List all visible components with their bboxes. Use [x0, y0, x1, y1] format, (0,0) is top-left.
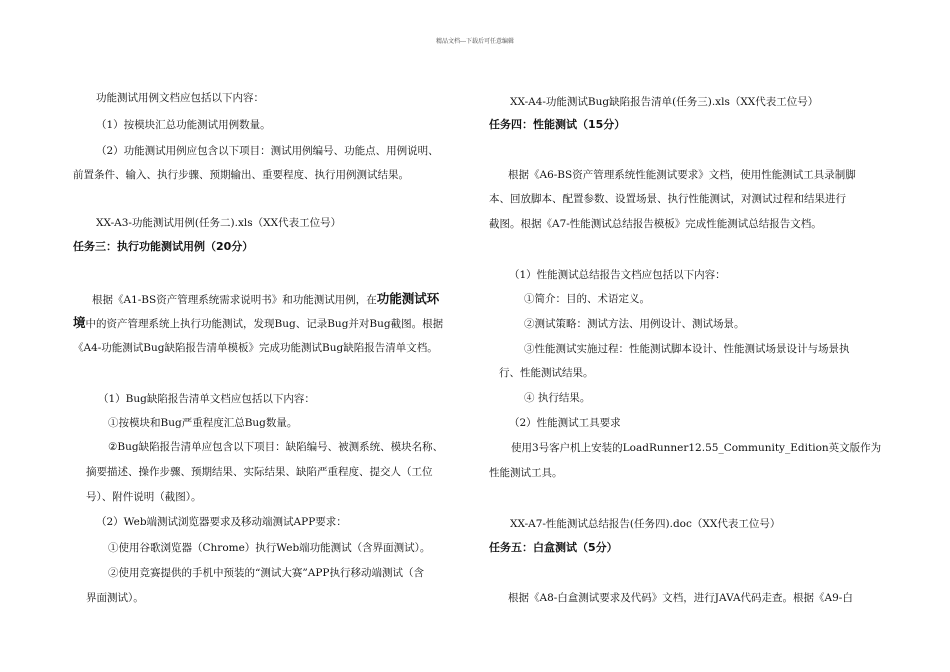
left-line-13: 摘要描述、操作步骤、预期结果、实际结果、缺陷严重程度、提交人（工位 [86, 466, 433, 478]
right-line-6: （1）性能测试总结报告文档应包括以下内容： [509, 269, 726, 281]
right-line-4: 本、回放脚本、配置参数、设置场景、执行性能测试，对测试过程和结果进行 [489, 193, 846, 205]
left-line-7-text: 根据《A1-BS资产管理系统需求说明书》和功能测试用例，在 [92, 294, 377, 306]
right-line-9: ③性能测试实施过程：性能测试脚本设计、性能测试场景设计与场景执 [524, 343, 850, 355]
emphasis-env-end: 境 [73, 315, 86, 330]
page-header: 精品文档---下载后可任意编辑 [435, 38, 515, 45]
left-line-4: 前置条件、输入、执行步骤、预期输出、重要程度、执行用例测试结果。 [73, 169, 409, 181]
left-line-9: 《A4-功能测试Bug缺陷报告清单模板》完成功能测试Bug缺陷报告清单文档。 [73, 342, 438, 354]
left-line-14: 号）、附件说明（截图）。 [86, 491, 202, 503]
task-three-heading: 任务三：执行功能测试用例（20分） [73, 240, 254, 253]
right-line-11: ④ 执行结果。 [524, 392, 591, 404]
right-line-8: ②测试策略：测试方法、用例设计、测试场景。 [524, 318, 745, 330]
right-line-7: ①简介：目的、术语定义。 [524, 293, 650, 305]
left-line-7 [92, 292, 439, 307]
left-line-8-text: 中的资产管理系统上执行功能测试，发现Bug、记录Bug并对Bug截图。根据 [85, 318, 444, 330]
right-line-13: 使用3号客户机上安装的LoadRunner12.55_Community_Edition英文版作为 [511, 442, 882, 454]
left-line-18: 界面测试）。 [86, 592, 144, 604]
right-line-17: 根据《A8-白盒测试要求及代码》文档，进行JAVA代码走查。根据《A9-白 [508, 592, 853, 604]
right-line-10: 行、性能测试结果。 [499, 367, 594, 379]
left-line-12: ②Bug缺陷报告清单应包含以下项目：缺陷编号、被测系统、模块名称、 [108, 441, 444, 453]
left-line-11: ①按模块和Bug严重程度汇总Bug数量。 [108, 417, 298, 429]
left-line-15: （2）Web端测试浏览器要求及移动端测试APP要求： [96, 516, 347, 528]
right-line-14: 性能测试工具。 [489, 467, 563, 479]
right-line-3: 根据《A6-BS资产管理系统性能测试要求》文档，使用性能测试工具录制脚 [508, 169, 856, 181]
right-line-1: XX-A4-功能测试Bug缺陷报告清单(任务三).xls（XX代表工位号） [510, 96, 819, 108]
left-line-16: ①使用谷歌浏览器（Chrome）执行Web端功能测试（含界面测试）。 [108, 542, 431, 554]
right-line-12: （2）性能测试工具要求 [509, 417, 621, 429]
right-line-15: XX-A7-性能测试总结报告(任务四).doc（XX代表工位号） [510, 518, 781, 530]
task-five-heading: 任务五：白盒测试（5分） [489, 541, 618, 554]
left-line-5: XX-A3-功能测试用例(任务二).xls（XX代表工位号） [96, 217, 342, 229]
left-line-17: ②使用竞赛提供的手机中预装的“测试大赛”APP执行移动端测试（含 [108, 567, 424, 579]
right-line-5: 截图。根据《A7-性能测试总结报告模板》完成性能测试总结报告文档。 [489, 218, 822, 230]
left-line-3: （2）功能测试用例应包含以下项目：测试用例编号、功能点、用例说明、 [96, 145, 439, 157]
task-four-heading: 任务四：性能测试（15分） [489, 118, 626, 131]
left-line-10: （1）Bug缺陷报告清单文档应包括以下内容： [98, 393, 315, 405]
left-line-2: （1）按模块汇总功能测试用例数量。 [96, 119, 271, 131]
emphasis-env: 功能测试环 [376, 291, 440, 306]
left-line-8 [73, 316, 443, 331]
left-line-1: 功能测试用例文档应包括以下内容： [96, 92, 264, 104]
